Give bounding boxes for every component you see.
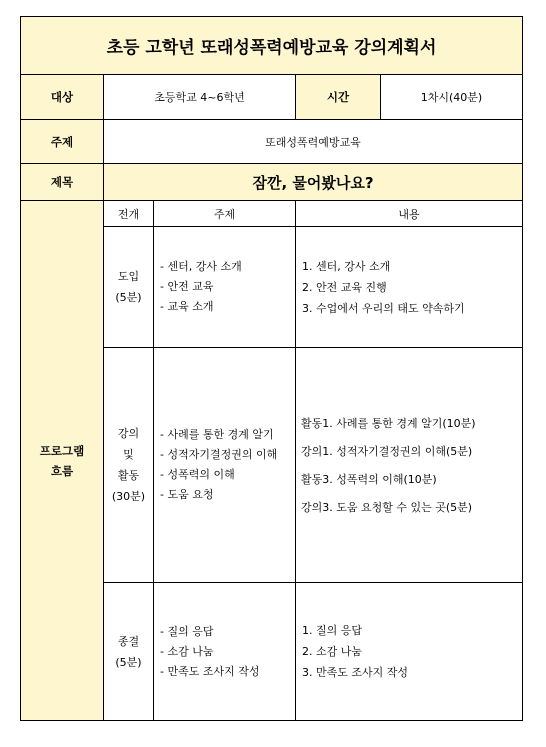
list-item: 3. 수업에서 우리의 태도 약속하기 bbox=[302, 301, 465, 315]
stage-main-name-1: 강의 bbox=[117, 427, 140, 440]
list-item: 활동3. 성폭력의 이해(10분) bbox=[301, 472, 437, 486]
stage-intro-name: 도입 bbox=[117, 270, 140, 283]
stage-closing-name: 종결 bbox=[117, 634, 140, 648]
list-item: 1. 질의 응답 bbox=[302, 624, 362, 637]
stage-main-topics bbox=[154, 348, 296, 583]
list-item: - 성적자기결정권의 이해 bbox=[160, 445, 295, 465]
list-item: - 안전 교육 bbox=[160, 277, 295, 297]
time-value: 1차시(40분) bbox=[381, 75, 523, 120]
list-item: 3. 만족도 조사지 작성 bbox=[302, 666, 408, 679]
list-item: 2. 안전 교육 진행 bbox=[302, 280, 387, 294]
list-item: 강의1. 성적자기결정권의 이해(5분) bbox=[301, 444, 473, 458]
heading-label: 제목 bbox=[21, 164, 104, 201]
stage-closing-duration: (5분) bbox=[115, 655, 142, 669]
stage-intro bbox=[104, 227, 154, 348]
target-label: 대상 bbox=[21, 75, 104, 120]
stage-intro-topics bbox=[154, 227, 296, 348]
stage-intro-duration: (5분) bbox=[115, 291, 142, 304]
stage-main bbox=[104, 348, 154, 583]
program-flow-text: 프로그램 흐름 bbox=[39, 443, 85, 478]
stage-main-duration: (30분) bbox=[111, 490, 146, 503]
target-value: 초등학교 4~6학년 bbox=[104, 75, 296, 120]
column-header-topic: 주제 bbox=[154, 201, 296, 227]
stage-main-contents bbox=[296, 348, 523, 583]
stage-intro-contents bbox=[296, 227, 523, 348]
list-item: - 도움 요청 bbox=[160, 485, 295, 505]
list-item: - 교육 소개 bbox=[160, 297, 295, 317]
list-item: - 센터, 강사 소개 bbox=[160, 257, 295, 277]
stage-closing-topics bbox=[154, 583, 296, 721]
list-item: 1. 센터, 강사 소개 bbox=[302, 259, 391, 273]
stage-closing-contents bbox=[296, 583, 523, 721]
list-item: 2. 소감 나눔 bbox=[302, 645, 362, 658]
list-item: - 질의 응답 bbox=[160, 622, 295, 642]
document-title: 초등 고학년 또래성폭력예방교육 강의계획서 bbox=[21, 17, 523, 75]
time-label: 시간 bbox=[296, 75, 381, 120]
lesson-plan-table bbox=[20, 16, 523, 721]
subject-label: 주제 bbox=[21, 120, 104, 164]
subject-value: 또래성폭력예방교육 bbox=[104, 120, 523, 164]
column-header-stage: 전개 bbox=[104, 201, 154, 227]
stage-main-name-3: 활동 bbox=[117, 469, 140, 482]
heading-value: 잠깐, 물어봤나요? bbox=[104, 164, 523, 201]
stage-main-name-2: 및 bbox=[123, 448, 134, 461]
list-item: - 만족도 조사지 작성 bbox=[160, 662, 295, 682]
program-flow-label bbox=[21, 201, 104, 721]
stage-closing bbox=[104, 583, 154, 721]
list-item: 활동1. 사례를 통한 경계 알기(10분) bbox=[301, 416, 476, 430]
list-item: - 사례를 통한 경계 알기 bbox=[160, 425, 295, 445]
list-item: - 소감 나눔 bbox=[160, 642, 295, 662]
column-header-content: 내용 bbox=[296, 201, 523, 227]
list-item: - 성폭력의 이해 bbox=[160, 465, 295, 485]
list-item: 강의3. 도움 요청할 수 있는 곳(5분) bbox=[301, 500, 473, 514]
